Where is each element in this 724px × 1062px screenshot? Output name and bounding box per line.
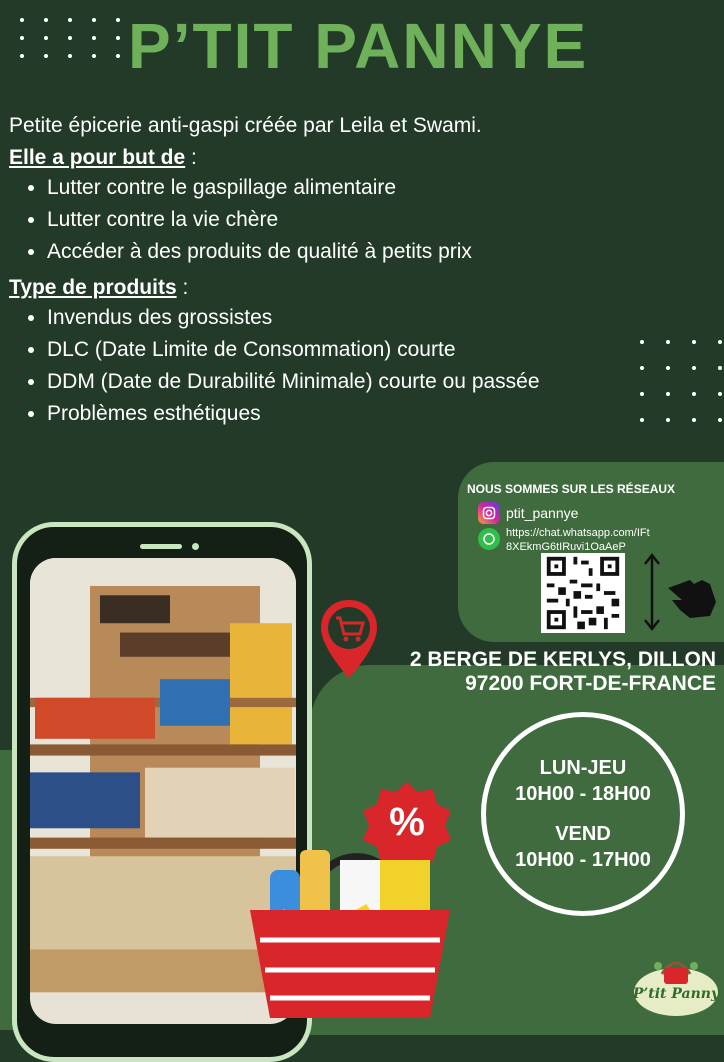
goals-colon: : xyxy=(185,146,197,169)
page-title: P’TIT PANNYE xyxy=(128,10,589,82)
hours-time-2: 10H00 - 17H00 xyxy=(515,849,651,871)
goals-heading: Elle a pour but de xyxy=(9,146,186,169)
goal-item: • Lutter contre la vie chère xyxy=(47,204,472,236)
phone-camera xyxy=(192,543,199,550)
instagram-row[interactable] xyxy=(478,502,578,524)
address-line2: 97200 FORT-DE-FRANCE xyxy=(465,672,716,695)
hours-days-2: VEND xyxy=(555,823,611,845)
whatsapp-link-line2: 8XEkmG6tIRuvi1OaAeP xyxy=(506,541,626,553)
brand-logo xyxy=(632,948,720,1018)
products-colon: : xyxy=(176,276,189,299)
discount-percent: % xyxy=(389,800,425,844)
intro-text: Petite épicerie anti-gaspi créée par Leila et Swami. xyxy=(9,114,482,137)
hours-time-1: 10H00 - 18H00 xyxy=(515,783,651,805)
products-heading: Type de produits xyxy=(9,276,177,299)
product-item: • Invendus des grossistes xyxy=(47,302,607,334)
instagram-icon xyxy=(478,502,500,524)
product-item: • DLC (Date Limite de Consommation) courte xyxy=(47,334,607,366)
dots-right xyxy=(640,340,722,422)
swipe-hand-icon xyxy=(640,550,720,634)
goals-list xyxy=(9,172,472,268)
location-cart-icon xyxy=(318,598,380,682)
goals-section xyxy=(9,144,472,268)
products-section xyxy=(9,274,609,430)
hours-days-1: LUN-JEU xyxy=(539,757,627,779)
phone-speaker xyxy=(140,544,182,549)
address-line1: 2 BERGE DE KERLYS, DILLON xyxy=(409,648,716,671)
social-title: NOUS SOMMES SUR LES RÉSEAUX xyxy=(467,482,676,496)
products-list xyxy=(9,302,607,430)
product-item: • Problèmes esthétiques xyxy=(47,398,607,430)
logo-text: P’tit Panny xyxy=(632,986,720,1002)
whatsapp-link-line1: https://chat.whatsapp.com/IFt xyxy=(506,527,650,539)
whatsapp-row[interactable] xyxy=(478,526,650,554)
whatsapp-icon xyxy=(478,528,500,550)
dots-top-left xyxy=(20,18,120,58)
shopping-basket-icon xyxy=(240,830,460,1024)
product-item: • DDM (Date de Durabilité Minimale) courte ou passée xyxy=(47,366,607,398)
opening-hours xyxy=(481,712,685,916)
qr-code[interactable] xyxy=(541,553,625,633)
goal-item: • Accéder à des produits de qualité à petits prix xyxy=(47,236,472,268)
goal-item: • Lutter contre le gaspillage alimentaire xyxy=(47,172,472,204)
address xyxy=(410,648,716,696)
instagram-handle: ptit_pannye xyxy=(506,505,579,521)
